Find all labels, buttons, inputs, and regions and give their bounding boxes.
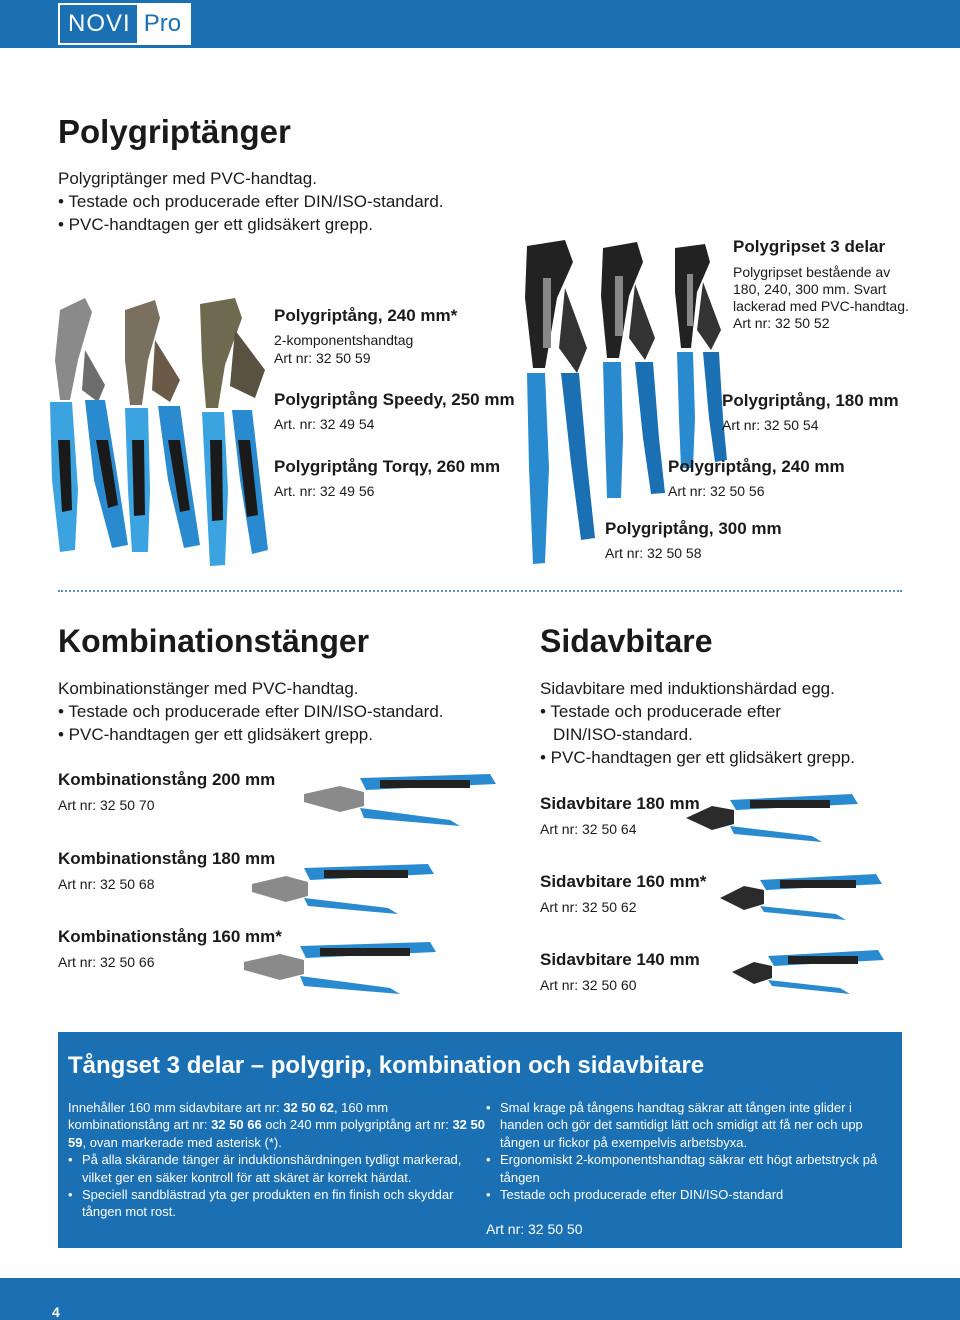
tangset-art: Art nr: 32 50 50 <box>486 1221 583 1238</box>
product-name: Sidavbitare 140 mm <box>540 950 700 969</box>
product-name: Sidavbitare 160 mm* <box>540 872 707 891</box>
tangset-bullet: • Smal krage på tångens handtag säkrar att tången inte glider i handen och gör det samtidigt lätt och smidigt att få ner och upp tången ur fickor på exempelvis arbetsbyxa. <box>486 1099 896 1151</box>
product-kombi-180 <box>58 849 275 892</box>
polygrip-plier <box>200 298 268 566</box>
intro-bullet: • PVC-handtagen ger ett glidsäkert grepp. <box>58 725 373 744</box>
tangset-bullet: • På alla skärande tänger är induktionshärdningen tydligt markerad, vilket ger en säker kontroll för att skäret är korrekt härdat. <box>68 1151 488 1186</box>
logo-pro: Pro <box>137 5 189 43</box>
product-name: Kombinationstång 200 mm <box>58 770 276 789</box>
tangset-bullet: • Speciell sandblästrad yta ger produkten en fin finish och skyddar tången mot rost. <box>68 1186 488 1221</box>
bottom-brand-bar <box>0 1278 960 1320</box>
desc-line: lackerad med PVC-handtag. <box>733 298 909 314</box>
tangset-left-column <box>68 1099 488 1221</box>
tangset-contents <box>68 1099 488 1151</box>
product-art: Art nr: 32 50 70 <box>58 797 155 813</box>
contents-artnr: 32 50 66 <box>211 1117 262 1133</box>
contents-artnr: 32 50 62 <box>283 1100 334 1115</box>
tangset-box <box>58 1032 902 1248</box>
product-name: Polygriptång Torqy, 260 mm <box>274 457 501 476</box>
desc-line: 180, 240, 300 mm. Svart <box>733 281 887 297</box>
polygrip-title: Polygriptänger <box>58 113 291 150</box>
kombination-plier-image <box>248 858 438 916</box>
contents-text: och 240 mm polygriptång art nr: <box>261 1117 453 1133</box>
polygrip-plier-180 <box>675 244 727 468</box>
product-art: Art nr: 32 50 59 <box>274 350 371 366</box>
product-name: Polygriptång, 180 mm <box>722 391 899 410</box>
tangset-bullet: • Ergonomiskt 2-komponentshandtag säkrar ett högt arbetstryck på tången <box>486 1151 896 1186</box>
product-art: Art nr: 32 50 56 <box>668 483 765 499</box>
polygrip-plier <box>50 298 128 552</box>
product-name: Kombinationstång 160 mm* <box>58 927 282 946</box>
product-name: Polygriptång, 300 mm <box>605 519 782 538</box>
desc-line: Polygripset bestående av <box>733 264 891 280</box>
intro-bullet: • Testade och producerade efter <box>540 702 781 721</box>
product-sidavbitare-140 <box>540 950 700 993</box>
sidavbitare-plier-image <box>728 944 888 996</box>
polygrip-plier-300 <box>525 240 595 564</box>
kombination-plier-image <box>240 936 440 996</box>
bullet-text: På alla skärande tänger är induktionshärdningen tydligt markerad, vilket ger en säker kontroll för att skäret är korrekt härdat. <box>82 1152 462 1185</box>
intro-bullet: • PVC-handtagen ger ett glidsäkert grepp. <box>58 215 373 234</box>
product-polygripset <box>733 237 909 331</box>
tangset-title: Tångset 3 delar – polygrip, kombination och sidavbitare <box>68 1052 705 1079</box>
contents-artnr: 32 50 59 <box>68 1117 485 1150</box>
polygrip-plier <box>125 300 200 552</box>
product-name: Kombinationstång 180 mm <box>58 849 276 868</box>
product-sidavbitare-160 <box>540 872 706 915</box>
product-art: Art nr: 32 50 68 <box>58 876 155 892</box>
sidavbitare-intro <box>540 677 855 769</box>
tangset-bullet: • Testade och producerade efter DIN/ISO-standard <box>486 1187 784 1203</box>
contents-text: , 160 mm kombinationstång art nr: <box>68 1100 389 1133</box>
product-name: Polygriptång, 240 mm* <box>274 306 458 325</box>
novipro-logo <box>58 3 191 45</box>
product-polygrip-240 <box>274 306 457 366</box>
product-desc <box>733 264 909 315</box>
kombination-intro <box>58 677 444 746</box>
intro-bullet: • PVC-handtagen ger ett glidsäkert grepp. <box>540 748 855 767</box>
kombination-plier-image <box>300 768 500 828</box>
section-divider <box>58 590 902 592</box>
polygrip-intro <box>58 167 444 236</box>
product-art: Art nr: 32 50 54 <box>722 417 819 433</box>
product-name: Sidavbitare 180 mm <box>540 794 700 813</box>
product-art: Art nr: 32 50 58 <box>605 545 702 561</box>
logo-novi: NOVI <box>68 10 131 37</box>
kombination-title: Kombinationstänger <box>58 623 370 659</box>
contents-text: Innehåller 160 mm sidavbitare art nr: <box>68 1100 284 1115</box>
bullet-text: Speciell sandblästrad yta ger produkten en fin finish och skyddar tången mot rost. <box>82 1187 454 1220</box>
product-art: Art nr: 32 50 52 <box>733 315 830 331</box>
product-art: Art nr: 32 50 62 <box>540 899 637 915</box>
product-name: Polygripset 3 delar <box>733 237 886 256</box>
polygrip-pliers-image-left <box>30 290 270 575</box>
product-sub: 2-komponentshandtag <box>274 332 414 348</box>
bullet-text: Testade och producerade efter DIN/ISO-standard <box>500 1187 784 1203</box>
product-polygrip-300 <box>605 519 782 561</box>
intro-line: Polygriptänger med PVC-handtag. <box>58 169 317 188</box>
product-art: Art nr: 32 50 66 <box>58 954 155 970</box>
bullet-text: Smal krage på tångens handtag säkrar att tången inte glider i handen och gör det samtidigt lätt och smidigt att få ner och upp tången ur fickor på exempelvis arbetsbyxa. <box>500 1100 863 1150</box>
polygrip-plier-240 <box>601 242 665 498</box>
intro-bullet: • Testade och producerade efter DIN/ISO-standard. <box>58 192 444 211</box>
intro-line: Kombinationstänger med PVC-handtag. <box>58 679 359 698</box>
sidavbitare-title: Sidavbitare <box>540 623 713 659</box>
product-polygrip-180 <box>722 391 899 433</box>
product-polygrip-torqy <box>274 457 500 499</box>
product-sidavbitare-180 <box>540 794 700 837</box>
contents-text: , ovan markerade med asterisk (*). <box>82 1134 282 1150</box>
tangset-right-column <box>486 1099 896 1239</box>
sidavbitare-plier-image <box>716 868 886 922</box>
product-art: Art. nr: 32 49 56 <box>274 483 375 499</box>
page-number: 4 <box>52 1304 60 1320</box>
bullet-text: Ergonomiskt 2-komponentshandtag säkrar ett högt arbetstryck på tången <box>500 1152 878 1185</box>
product-name: Polygriptång, 240 mm <box>668 457 845 476</box>
product-polygrip-240b <box>668 457 845 499</box>
intro-line: Sidavbitare med induktionshärdad egg. <box>540 679 835 698</box>
product-art: Art nr: 32 50 64 <box>540 821 637 837</box>
product-name: Polygriptång Speedy, 250 mm <box>274 390 515 409</box>
product-polygrip-speedy <box>274 390 515 432</box>
sidavbitare-plier-image <box>682 788 862 844</box>
product-art: Art. nr: 32 49 54 <box>274 416 375 432</box>
intro-bullet-cont: DIN/ISO-standard. <box>553 725 693 744</box>
intro-bullet: • Testade och producerade efter DIN/ISO-standard. <box>58 702 444 721</box>
product-kombi-200 <box>58 770 275 813</box>
product-art: Art nr: 32 50 60 <box>540 977 637 993</box>
